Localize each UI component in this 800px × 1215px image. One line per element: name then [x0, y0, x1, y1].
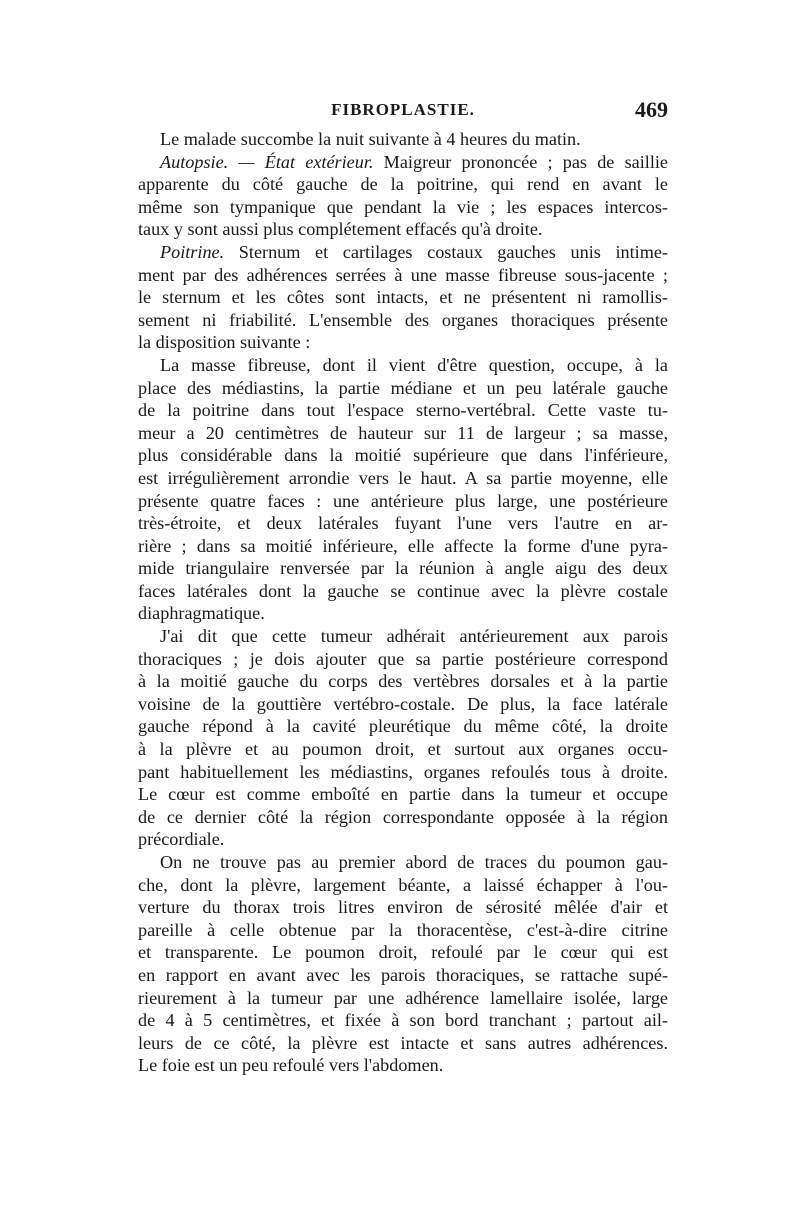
line-text: de ce dernier côté la région correspondante opposée à la région	[138, 806, 668, 827]
text-line	[138, 625, 668, 648]
body-text	[138, 128, 668, 1077]
text-line	[138, 874, 668, 897]
running-title: FIBROPLASTIE.	[331, 100, 475, 119]
text-line	[138, 467, 668, 490]
text-line	[138, 399, 668, 422]
line-text: même son tympanique que pendant la vie ; les espaces intercos-	[138, 196, 668, 217]
line-text: rieurement à la tumeur par une adhérence lamellaire isolée, large	[138, 987, 668, 1008]
line-text: plus considérable dans la moitié supérieure que dans l'inférieure,	[138, 445, 668, 466]
line-text: Maigreur prononcée ; pas de saillie	[373, 151, 668, 172]
line-text: à la plèvre et au poumon droit, et surtout aux organes occu-	[138, 739, 668, 760]
line-text: meur a 20 centimètres de hauteur sur 11 de largeur ; sa masse,	[138, 422, 668, 443]
line-text: Le foie est un peu refoulé vers l'abdomen.	[138, 1055, 444, 1076]
line-text: On ne trouve pas au premier abord de traces du poumon gau-	[160, 852, 668, 872]
text-line	[138, 806, 668, 829]
text-line	[138, 557, 668, 580]
line-text: sement ni friabilité. L'ensemble des organes thoraciques présente	[138, 309, 668, 330]
text-line	[138, 602, 668, 625]
text-line	[138, 444, 668, 467]
line-text: le sternum et les côtes sont intacts, et ne présentent ni ramollis-	[138, 287, 668, 308]
line-text: et transparente. Le poumon droit, refoulé par le cœur qui est	[138, 942, 668, 963]
line-text: leurs de ce côté, la plèvre est intacte et sans autres adhérences.	[138, 1032, 668, 1053]
page-number: 469	[635, 97, 668, 122]
line-text: J'ai dit que cette tumeur adhérait antérieurement aux parois	[160, 626, 668, 647]
text-line	[138, 693, 668, 716]
italic-heading: Autopsie. — État extérieur.	[160, 151, 374, 172]
italic-heading: Poitrine.	[160, 241, 225, 262]
line-text: apparente du côté gauche de la poitrine, qui rend en avant le	[138, 174, 668, 195]
text-line	[138, 354, 668, 377]
line-text: très-étroite, et deux latérales fuyant l'une vers l'autre en ar-	[138, 513, 668, 534]
text-line	[138, 535, 668, 558]
line-text: La masse fibreuse, dont il vient d'être question, occupe, à la	[160, 354, 668, 375]
text-line	[138, 331, 668, 354]
line-text: présente quatre faces : une antérieure plus large, une postérieure	[138, 490, 668, 511]
text-line	[138, 309, 668, 332]
line-text: Le cœur est comme emboîté en partie dans la tumeur et occupe	[138, 784, 668, 805]
text-line	[138, 828, 668, 851]
text-line	[138, 738, 668, 761]
text-line	[138, 1054, 668, 1077]
line-text: pareille à celle obtenue par la thoracentèse, c'est-à-dire citrine	[138, 919, 668, 940]
text-line	[138, 490, 668, 513]
line-text: place des médiastins, la partie médiane et un peu latérale gauche	[138, 377, 668, 398]
text-line	[138, 196, 668, 219]
line-text: thoraciques ; je dois ajouter que sa partie postérieure correspond	[138, 648, 668, 669]
running-header	[138, 97, 668, 126]
text-line	[138, 648, 668, 671]
text-line	[138, 377, 668, 400]
text-line	[138, 941, 668, 964]
text-line	[138, 761, 668, 784]
line-text: Le malade succombe la nuit suivante à 4 heures du matin.	[160, 129, 581, 149]
line-text: rière ; dans sa moitié inférieure, elle affecte la forme d'une pyra-	[138, 535, 668, 556]
text-line	[138, 128, 668, 151]
line-text: che, dont la plèvre, largement béante, a laissé échapper à l'ou-	[138, 874, 668, 895]
text-line	[138, 286, 668, 309]
text-line	[138, 1032, 668, 1055]
text-line	[138, 512, 668, 535]
text-line	[138, 783, 668, 806]
text-line	[138, 218, 668, 241]
line-text: de 4 à 5 centimètres, et fixée à son bord tranchant ; partout ail-	[138, 1010, 668, 1031]
line-text: diaphragmatique.	[138, 603, 265, 624]
line-text: taux y sont aussi plus complétement effacés qu'à droite.	[138, 219, 543, 240]
line-text: voisine de la gouttière vertébro-costale. De plus, la face latérale	[138, 693, 668, 714]
line-text: gauche répond à la cavité pleurétique du même côté, la droite	[138, 716, 668, 737]
text-line	[138, 851, 668, 874]
text-line	[138, 670, 668, 693]
line-text: précordiale.	[138, 829, 225, 850]
text-line	[138, 580, 668, 603]
text-line	[138, 173, 668, 196]
line-text: faces latérales dont la gauche se continue avec la plèvre costale	[138, 580, 668, 601]
text-line	[138, 964, 668, 987]
line-text: pant habituellement les médiastins, organes refoulés tous à droite.	[138, 761, 668, 782]
line-text: verture du thorax trois litres environ de sérosité mêlée d'air et	[138, 897, 668, 918]
line-text: la disposition suivante :	[138, 332, 311, 353]
line-text: ment par des adhérences serrées à une masse fibreuse sous-jacente ;	[138, 264, 668, 285]
text-line	[138, 987, 668, 1010]
text-line	[138, 264, 668, 287]
line-text: est irrégulièrement arrondie vers le haut. A sa partie moyenne, elle	[138, 467, 668, 488]
text-line	[138, 151, 668, 174]
line-text: de la poitrine dans tout l'espace sterno-vertébral. Cette vaste tu-	[138, 400, 668, 421]
text-line	[138, 241, 668, 264]
line-text: Sternum et cartilages costaux gauches unis intime-	[224, 241, 668, 262]
line-text: à la moitié gauche du corps des vertèbres dorsales et à la partie	[138, 671, 668, 692]
text-line	[138, 422, 668, 445]
text-line	[138, 715, 668, 738]
text-line	[138, 919, 668, 942]
line-text: en rapport en avant avec les parois thoraciques, se rattache supé-	[138, 964, 668, 985]
text-line	[138, 1009, 668, 1032]
text-line	[138, 896, 668, 919]
line-text: mide triangulaire renversée par la réunion à angle aigu des deux	[138, 558, 668, 579]
